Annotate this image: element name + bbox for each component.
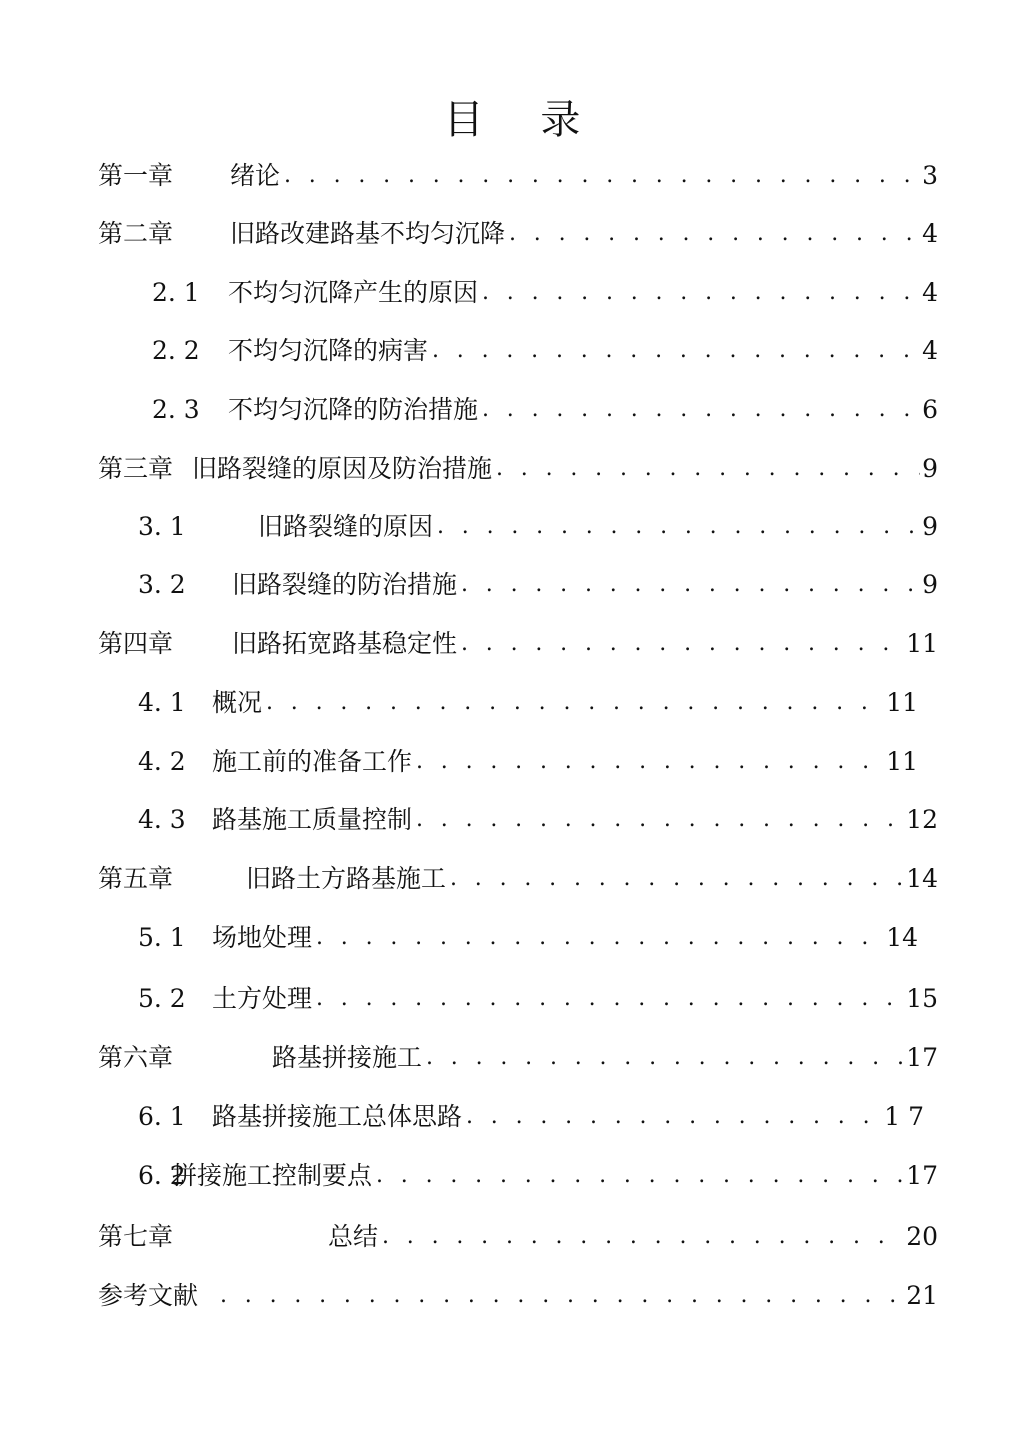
toc-page-number: 3 bbox=[922, 161, 938, 190]
toc-page-number: 12 bbox=[906, 805, 938, 834]
toc-entry-title: 场地处理 bbox=[212, 923, 313, 952]
toc-entry-title: 旧路土方路基施工 bbox=[246, 864, 447, 893]
toc-entry-2[interactable] bbox=[98, 216, 938, 252]
toc-entry-title: 总结 bbox=[328, 1222, 379, 1251]
toc-references-label: 参考文献 bbox=[98, 1281, 199, 1310]
dot-leader bbox=[262, 685, 884, 721]
dot-leader bbox=[378, 1219, 904, 1255]
toc-entry-title: 绪论 bbox=[230, 161, 281, 190]
toc-entry-9[interactable] bbox=[98, 626, 938, 662]
dot-leader bbox=[492, 451, 920, 487]
toc-chapter-number: 第六章 bbox=[98, 1043, 174, 1072]
dot-leader bbox=[457, 567, 920, 603]
toc-entry-title: 旧路裂缝的原因 bbox=[258, 512, 434, 541]
toc-page-number: 17 bbox=[906, 1161, 938, 1190]
toc-page-number: 9 bbox=[922, 512, 938, 541]
dot-leader bbox=[280, 158, 920, 194]
toc-entry-18[interactable] bbox=[138, 1158, 938, 1194]
toc-page-number: 4 bbox=[922, 336, 938, 365]
toc-entry-title: 拼接施工控制要点 bbox=[172, 1161, 373, 1190]
toc-entry-title: 旧路裂缝的防治措施 bbox=[232, 570, 458, 599]
toc-page-number: 4 bbox=[922, 219, 938, 248]
toc-entry-title: 不均匀沉降产生的原因 bbox=[228, 278, 479, 307]
toc-entry-title: 概况 bbox=[212, 688, 263, 717]
dot-leader bbox=[216, 1278, 904, 1314]
dot-leader bbox=[478, 392, 920, 428]
toc-page-number: 20 bbox=[906, 1222, 938, 1251]
dot-leader bbox=[478, 275, 920, 311]
toc-entry-3[interactable] bbox=[152, 275, 938, 311]
toc-entry-7[interactable] bbox=[138, 509, 938, 545]
toc-page-number: 9 bbox=[922, 570, 938, 599]
toc-page-number: 21 bbox=[906, 1281, 938, 1310]
toc-section-number: 6. 2 bbox=[138, 1161, 186, 1190]
toc-entry-12[interactable] bbox=[138, 802, 938, 838]
dot-leader bbox=[412, 744, 884, 780]
toc-entry-title: 旧路改建路基不均匀沉降 bbox=[230, 219, 506, 248]
toc-entry-title: 土方处理 bbox=[212, 984, 313, 1013]
dot-leader bbox=[462, 1099, 882, 1135]
toc-section-number: 3. 2 bbox=[138, 570, 186, 599]
dot-leader bbox=[312, 920, 884, 956]
dot-leader bbox=[312, 981, 904, 1017]
toc-entry-13[interactable] bbox=[98, 861, 938, 897]
toc-chapter-number: 第七章 bbox=[98, 1222, 174, 1251]
toc-page-number: 11 bbox=[906, 629, 938, 658]
toc-section-number: 4. 2 bbox=[138, 747, 186, 776]
toc-entry-6[interactable] bbox=[98, 451, 938, 487]
toc-chapter-number: 第一章 bbox=[98, 161, 174, 190]
toc-chapter-number: 第二章 bbox=[98, 219, 174, 248]
dot-leader bbox=[372, 1158, 904, 1194]
toc-chapter-number: 第三章 bbox=[98, 454, 174, 483]
toc-page-number: 9 bbox=[922, 454, 938, 483]
toc-section-number: 5. 1 bbox=[138, 923, 186, 952]
toc-entry-16[interactable] bbox=[98, 1040, 938, 1076]
toc-page-number: 1 7 bbox=[884, 1102, 924, 1131]
toc-entry-title: 不均匀沉降的防治措施 bbox=[228, 395, 479, 424]
toc-section-number: 2. 1 bbox=[152, 278, 200, 307]
toc-page-number: 11 bbox=[886, 747, 918, 776]
dot-leader bbox=[433, 509, 920, 545]
toc-entry-10[interactable] bbox=[138, 685, 918, 721]
toc-page-number: 14 bbox=[906, 864, 938, 893]
toc-entry-19[interactable] bbox=[98, 1219, 938, 1255]
toc-section-number: 5. 2 bbox=[138, 984, 186, 1013]
toc-section-number: 6. 1 bbox=[138, 1102, 186, 1131]
dot-leader bbox=[428, 333, 920, 369]
toc-entry-title: 路基拼接施工总体思路 bbox=[212, 1102, 463, 1131]
toc-entry-17[interactable] bbox=[138, 1099, 924, 1135]
toc-page-number: 4 bbox=[922, 278, 938, 307]
toc-entry-20[interactable] bbox=[98, 1278, 938, 1314]
dot-leader bbox=[446, 861, 904, 897]
dot-leader bbox=[505, 216, 920, 252]
toc-page-number: 14 bbox=[886, 923, 918, 952]
toc-entry-15[interactable] bbox=[138, 981, 938, 1017]
toc-entry-title: 路基施工质量控制 bbox=[212, 805, 413, 834]
toc-section-number: 4. 1 bbox=[138, 688, 186, 717]
toc-entry-14[interactable] bbox=[138, 920, 918, 956]
toc-page-number: 15 bbox=[906, 984, 938, 1013]
toc-section-number: 2. 3 bbox=[152, 395, 200, 424]
toc-page-number: 6 bbox=[922, 395, 938, 424]
toc-entry-title: 不均匀沉降的病害 bbox=[228, 336, 429, 365]
toc-section-number: 3. 1 bbox=[138, 512, 186, 541]
toc-page-number: 17 bbox=[906, 1043, 938, 1072]
dot-leader bbox=[457, 626, 904, 662]
toc-entry-5[interactable] bbox=[152, 392, 938, 428]
toc-entry-title: 旧路裂缝的原因及防治措施 bbox=[192, 454, 493, 483]
toc-chapter-number: 第四章 bbox=[98, 629, 174, 658]
toc-title: 目 录 bbox=[443, 97, 603, 143]
toc-entry-11[interactable] bbox=[138, 744, 918, 780]
toc-section-number: 2. 2 bbox=[152, 336, 200, 365]
toc-entry-title: 施工前的准备工作 bbox=[212, 747, 413, 776]
toc-page-number: 11 bbox=[886, 688, 918, 717]
toc-entry-4[interactable] bbox=[152, 333, 938, 369]
toc-entry-title: 旧路拓宽路基稳定性 bbox=[232, 629, 458, 658]
toc-section-number: 4. 3 bbox=[138, 805, 186, 834]
dot-leader bbox=[412, 802, 904, 838]
toc-entry-8[interactable] bbox=[138, 567, 938, 603]
toc-entry-title: 路基拼接施工 bbox=[272, 1043, 423, 1072]
dot-leader bbox=[422, 1040, 904, 1076]
toc-entry-1[interactable] bbox=[98, 158, 938, 194]
toc-chapter-number: 第五章 bbox=[98, 864, 174, 893]
